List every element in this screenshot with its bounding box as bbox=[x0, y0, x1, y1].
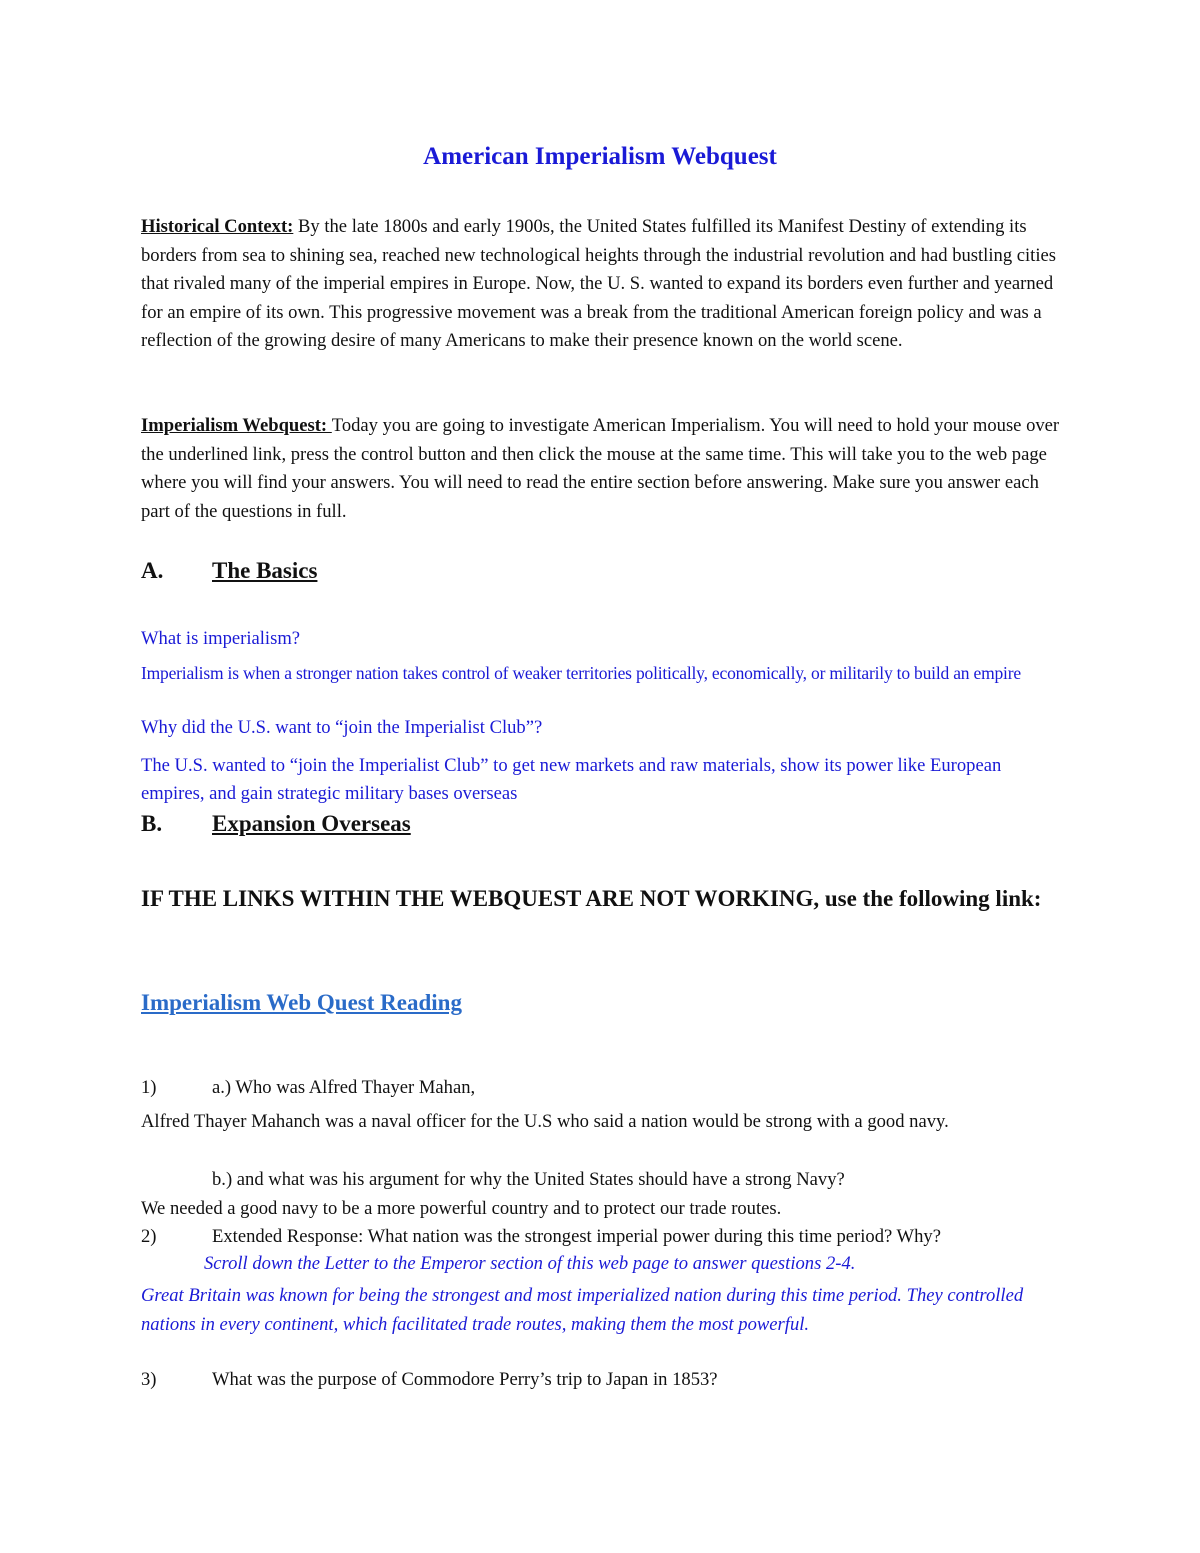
historical-context-paragraph bbox=[141, 213, 1061, 356]
section-a-heading bbox=[141, 558, 317, 584]
question-imperialist-club: Why did the U.S. want to “join the Imperialist Club”? bbox=[141, 717, 543, 738]
question-3-number: 3) bbox=[141, 1369, 157, 1390]
webquest-text: Today you are going to investigate American Imperialism. You will need to hold your mouse over the underlined link, press the control button and then click the mouse at the same time. This will take you to the web page where you will find your answers. You will need to read the entire section before answering. Make sure you answer each part of the questions in full. bbox=[141, 415, 1060, 522]
question-1a bbox=[141, 1074, 1061, 1103]
page-title: American Imperialism Webquest bbox=[423, 143, 777, 170]
question-2 bbox=[141, 1223, 1081, 1252]
historical-context-label: Historical Context: bbox=[141, 216, 294, 237]
question-1a-text: a.) Who was Alfred Thayer Mahan, bbox=[212, 1077, 476, 1098]
question-3 bbox=[141, 1366, 1061, 1395]
reading-link[interactable]: Imperialism Web Quest Reading bbox=[141, 990, 462, 1015]
answer-1b: We needed a good navy to be a more powerful country and to protect our trade routes. bbox=[141, 1198, 782, 1219]
section-b-name: Expansion Overseas bbox=[212, 811, 411, 836]
section-b-letter: B. bbox=[141, 811, 163, 836]
question-1b: b.) and what was his argument for why the United States should have a strong Navy? bbox=[212, 1169, 845, 1190]
webquest-intro-paragraph bbox=[141, 412, 1061, 526]
broken-links-warning: IF THE LINKS WITHIN THE WEBQUEST ARE NOT WORKING, use the following link: bbox=[141, 886, 1042, 911]
question-what-is-imperialism: What is imperialism? bbox=[141, 628, 301, 649]
question-2-text: Extended Response: What nation was the strongest imperial power during this time period? Why? bbox=[212, 1226, 941, 1247]
answer-imperialist-club: The U.S. wanted to “join the Imperialist Club” to get new markets and raw materials, show its power like European empires, and gain strategic military bases overseas bbox=[141, 755, 1002, 804]
section-a-name: The Basics bbox=[212, 558, 318, 583]
answer-what-is-imperialism: Imperialism is when a stronger nation takes control of weaker territories politically, economically, or militarily to build an empire bbox=[141, 663, 1021, 683]
section-a-letter: A. bbox=[141, 558, 164, 583]
section-b-heading bbox=[141, 811, 411, 837]
answer-1a: Alfred Thayer Mahanch was a naval officer for the U.S who said a nation would be strong with a good navy. bbox=[141, 1111, 949, 1132]
question-3-text: What was the purpose of Commodore Perry’s trip to Japan in 1853? bbox=[212, 1369, 718, 1390]
answer-2: Great Britain was known for being the strongest and most imperialized nation during this time period. They controlled nations in every continent, which facilitated trade routes, making them the most powerful. bbox=[141, 1285, 1024, 1335]
question-1-number: 1) bbox=[141, 1077, 157, 1098]
historical-context-text: By the late 1800s and early 1900s, the United States fulfilled its Manifest Destiny of extending its borders from sea to shining sea, reached new technological heights through the industrial revolution and had bustling cities that rivaled many of the imperial empires in Europe. Now, the U. S. wanted to expand its borders even further and yearned for an empire of its own. This progressive movement was a break from the traditional American foreign policy and was a reflection of the growing desire of many Americans to make their presence known on the world scene. bbox=[141, 216, 1056, 351]
webquest-label: Imperialism Webquest: bbox=[141, 415, 332, 436]
question-2-number: 2) bbox=[141, 1226, 157, 1247]
question-2-note: Scroll down the Letter to the Emperor section of this web page to answer questions 2-4. bbox=[204, 1253, 856, 1274]
